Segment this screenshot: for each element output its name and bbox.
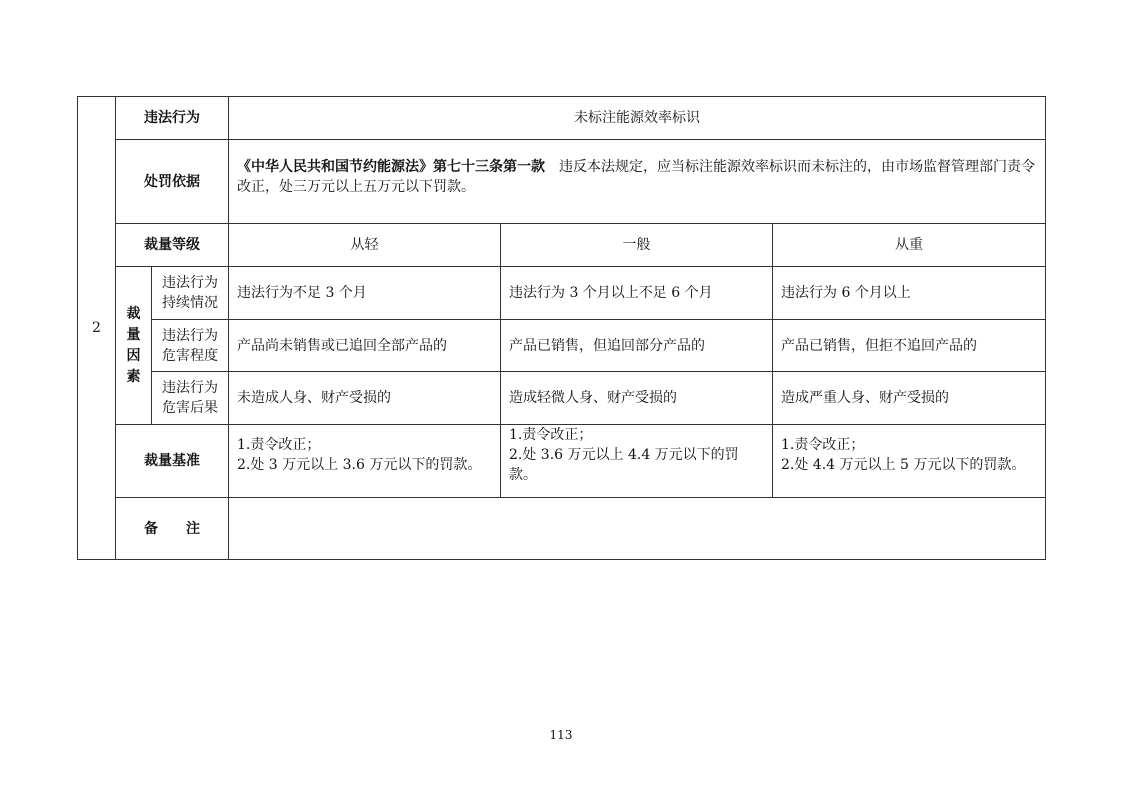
factors-char-2: 量 — [126, 326, 141, 343]
factor-harm-degree-label-line2: 危害程度 — [162, 347, 218, 364]
level-general: 一般 — [501, 224, 773, 267]
standard-severe-line1: 1.责令改正； — [781, 437, 865, 453]
factor-harm-result-general: 造成轻微人身、财产受损的 — [501, 372, 773, 425]
standard-severe — [773, 425, 1046, 498]
page-number: 113 — [549, 728, 573, 742]
factor-harm-result-label — [152, 372, 229, 425]
basis-text: 违反本法规定，应当标注能源效率标识而未标注的，由市场监督管理部门责令改正，处三万元以上五万元以下罚款。 — [237, 158, 1035, 195]
remarks-label: 备 注 — [116, 498, 229, 560]
basis-label: 处罚依据 — [116, 140, 229, 224]
penalty-discretion-table — [77, 96, 1046, 560]
standard-general-line1: 1.责令改正； — [509, 427, 593, 443]
standard-lenient-line1: 1.责令改正； — [237, 437, 321, 453]
factor-harm-result-severe: 造成严重人身、财产受损的 — [773, 372, 1046, 425]
factor-duration-severe: 违法行为 6 个月以上 — [773, 267, 1046, 320]
factor-harm-degree-lenient: 产品尚未销售或已追回全部产品的 — [229, 320, 501, 372]
violation-label: 违法行为 — [116, 97, 229, 140]
factors-char-3: 因 — [126, 347, 141, 364]
factor-harm-result-lenient: 未造成人身、财产受损的 — [229, 372, 501, 425]
factor-duration-label — [152, 267, 229, 320]
standard-general-line2: 2.处 3.6 万元以上 4.4 万元以下的罚款。 — [509, 447, 739, 483]
levels-label: 裁量等级 — [116, 224, 229, 267]
basis-law-title: 《中华人民共和国节约能源法》第七十三条第一款 — [237, 158, 545, 175]
standard-lenient — [229, 425, 501, 498]
factor-duration-lenient: 违法行为不足 3 个月 — [229, 267, 501, 320]
factors-char-4: 素 — [126, 368, 141, 385]
factor-harm-degree-label-line1: 违法行为 — [162, 327, 218, 344]
factor-duration-label-line1: 违法行为 — [162, 275, 218, 291]
remarks-value — [229, 498, 1046, 560]
factor-harm-degree-severe: 产品已销售，但拒不追回产品的 — [773, 320, 1046, 372]
row-number: 2 — [78, 97, 116, 560]
factor-duration-general: 违法行为 3 个月以上不足 6 个月 — [501, 267, 773, 320]
factor-harm-result-label-line2: 危害后果 — [162, 400, 218, 416]
level-severe: 从重 — [773, 224, 1046, 267]
factors-group-label — [116, 267, 152, 425]
factor-harm-degree-general: 产品已销售，但追回部分产品的 — [501, 320, 773, 372]
level-lenient: 从轻 — [229, 224, 501, 267]
basis-content — [229, 140, 1046, 224]
violation-value: 未标注能源效率标识 — [229, 97, 1046, 140]
standard-general — [501, 425, 773, 498]
factors-char-1: 裁 — [126, 305, 141, 322]
standard-lenient-line2: 2.处 3 万元以上 3.6 万元以下的罚款。 — [237, 457, 482, 473]
factor-duration-label-line2: 持续情况 — [162, 295, 218, 311]
standard-severe-line2: 2.处 4.4 万元以上 5 万元以下的罚款。 — [781, 457, 1026, 473]
standard-label: 裁量基准 — [116, 425, 229, 498]
factor-harm-result-label-line1: 违法行为 — [162, 380, 218, 396]
factor-harm-degree-label — [152, 320, 229, 372]
